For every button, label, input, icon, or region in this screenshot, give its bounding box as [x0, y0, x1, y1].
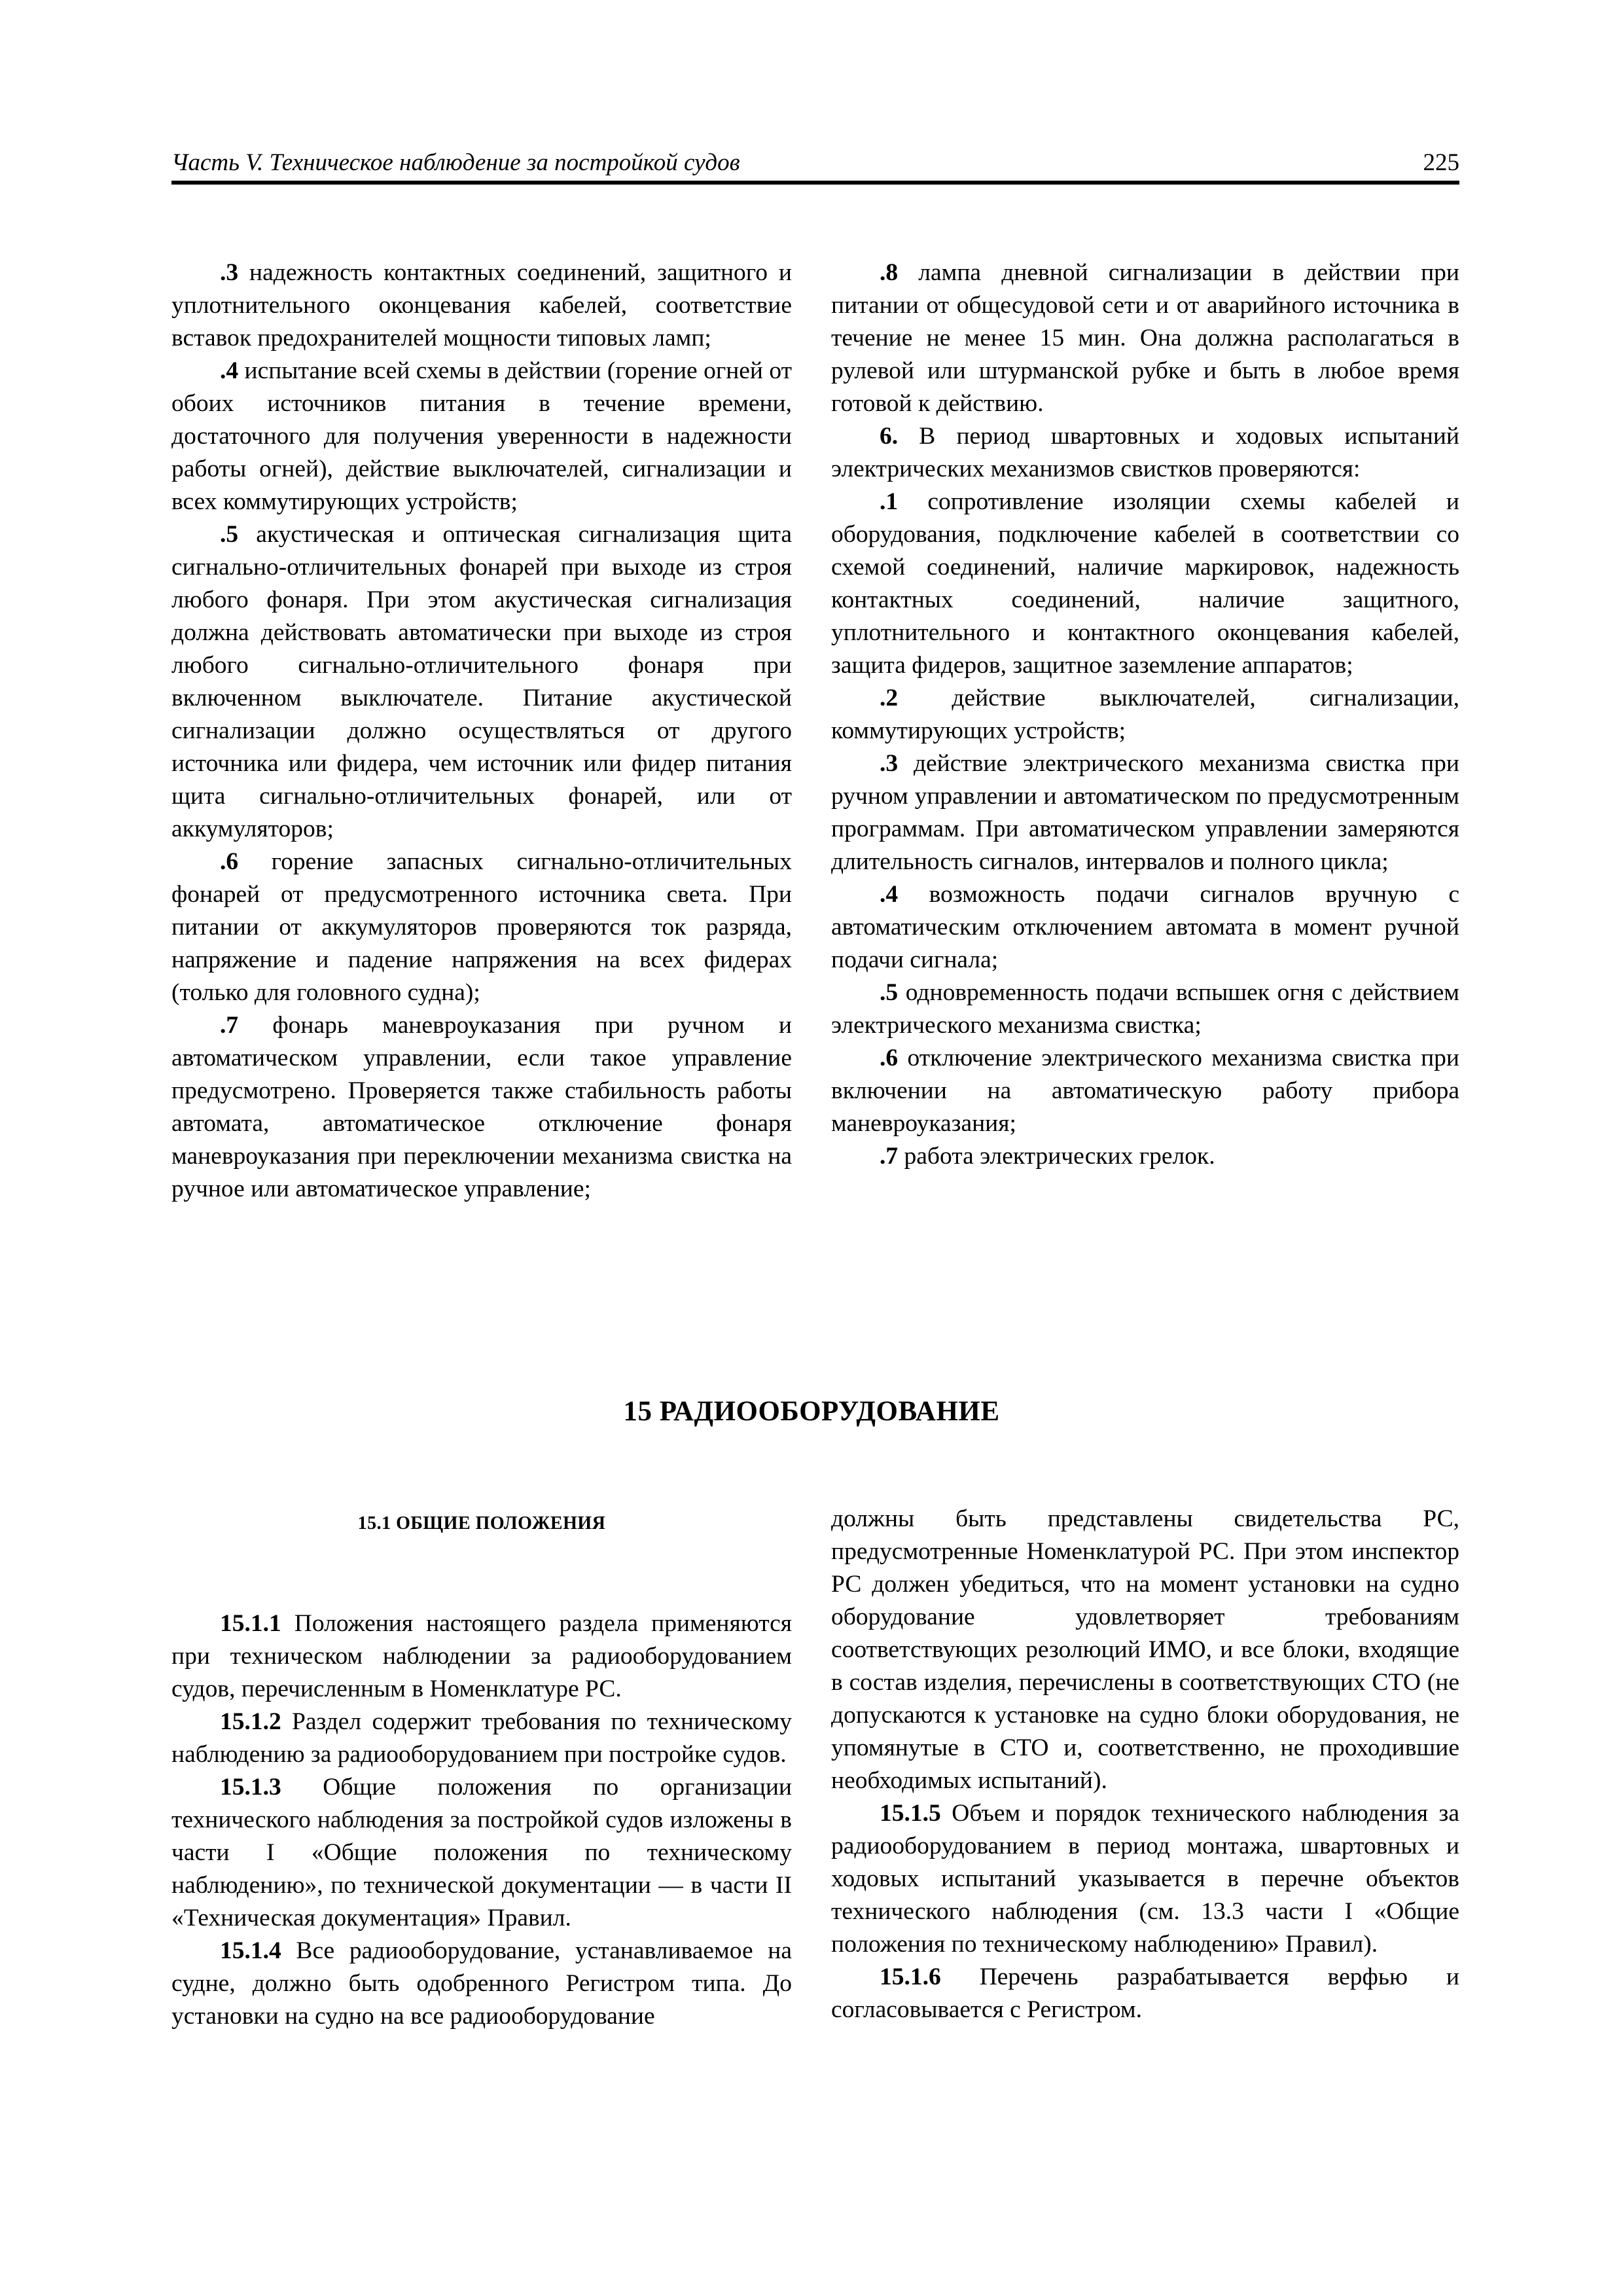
item-text: работа электрических грелок. — [898, 1143, 1215, 1170]
list-item — [831, 1042, 1459, 1140]
item-text: горение запасных сигнально-отличительных фонарей от предусмотренного источника света. При питании от аккумуляторов проверяются ток разряда, напряжение и падение напряжения на всех фидерах (только для головного судна); — [171, 848, 792, 1006]
list-item — [171, 257, 792, 355]
clause-number: 15.1.3 — [220, 1774, 281, 1801]
paragraph — [171, 1706, 792, 1771]
item-number: .6 — [220, 848, 239, 875]
item-number: .4 — [880, 881, 899, 908]
item-text: действие выключателей, сигнализации, коммутирующих устройств; — [831, 685, 1459, 744]
clause-text: Общие положения по организации технического наблюдения за постройкой судов изложены в части I «Общие положения по техническому наблюдению», по технической документации — в части II «Техническая документация» Правил. — [171, 1774, 792, 1931]
item-text: действие электрического механизма свистка при ручном управлении и автоматическом по предусмотренным программам. При автоматическом управлении замеряются длительность сигналов, интервалов и полного цикла; — [831, 750, 1459, 875]
item-number: 6. — [880, 423, 899, 450]
list-item — [831, 486, 1459, 682]
clause-number: 15.1.1 — [220, 1610, 281, 1637]
clause-text: Перечень разрабатывается верфью и согласовывается с Регистром. — [831, 1964, 1459, 2023]
paragraph — [171, 1935, 792, 2033]
paragraph — [171, 1771, 792, 1935]
item-text: отключение электрического механизма свистка при включении на автоматическую работу прибора маневроуказания; — [831, 1045, 1459, 1137]
list-item — [831, 257, 1459, 420]
item-number: .6 — [880, 1045, 899, 1071]
clause-number: 15.1.2 — [220, 1708, 281, 1735]
clause-number: 15.1.5 — [880, 1800, 941, 1827]
clause-text: Объем и порядок технического наблюдения за радиооборудованием в период монтажа, швартовных и ходовых испытаний указывается в перечне объектов технического наблюдения (см. 13.3 части I «Общие положения по техническому наблюдению» Правил). — [831, 1800, 1459, 1958]
clause-number: 15.1.6 — [880, 1964, 941, 1990]
list-item — [171, 1009, 792, 1206]
paragraph — [831, 1797, 1459, 1961]
list-item — [831, 747, 1459, 878]
left-column-bottom — [171, 1607, 792, 2033]
item-number: .7 — [220, 1012, 239, 1039]
item-text: фонарь маневроуказания при ручном и автоматическом управлении, если такое управление предусмотрено. Проверяется также стабильность работы автомата, автоматическое отключение фонаря маневроуказания при переключении механизма свистка на ручное или автоматическое управление; — [171, 1012, 792, 1202]
clause-text: Все радиооборудование, устанавливаемое на судне, должно быть одобренного Регистром типа. До установки на судно на все радиооборудование — [171, 1937, 792, 2030]
item-text: лампа дневной сигнализации в действии при питании от общесудовой сети и от аварийного источника в течение не менее 15 мин. Она должна располагаться в рулевой или штурманской рубке и быть в любое время готовой к действию. — [831, 259, 1459, 417]
item-text: надежность контактных соединений, защитного и уплотнительного оконцевания кабелей, соответствие вставок предохранителей мощности типовых ламп; — [171, 259, 792, 351]
item-number: .3 — [220, 259, 239, 286]
list-item — [831, 682, 1459, 747]
list-item — [831, 977, 1459, 1042]
paragraph-continuation: должны быть представлены свидетельства РС, предусмотренные Номенклатурой РС. При этом инспектор РС должен убедиться, что на момент установки на судно оборудование удовлетворяет требованиям соответствующих резолюций ИМО, и все блоки, входящие в состав изделия, перечислены в соответствующих СТО (не допускаются к установке на судно блоки оборудования, не упомянутые в СТО и, соответственно, не проходившие необходимых испытаний). — [831, 1505, 1459, 1794]
list-item — [171, 518, 792, 846]
item-text: акустическая и оптическая сигнализация щита сигнально-отличительных фонарей при выходе из строя любого фонаря. При этом акустическая сигнализация должна действовать автоматически при выходе из строя любого сигнально-отличительного фонаря при включенном выключателе. Питание акустической сигнализации должно осуществляться от другого источника или фидера, чем источник или фидер питания щита сигнально-отличительных фонарей, или от аккумуляторов; — [171, 521, 792, 842]
subsection-title: 15.1 ОБЩИЕ ПОЛОЖЕНИЯ — [357, 1513, 606, 1534]
item-text: сопротивление изоляции схемы кабелей и оборудования, подключение кабелей в соответствии со схемой соединений, наличие маркировок, надежность контактных соединений, наличие защитного, уплотнительного и контактного оконцевания кабелей, защита фидеров, защитное заземление аппаратов; — [831, 488, 1459, 679]
paragraph — [171, 1607, 792, 1706]
item-number: .5 — [220, 521, 239, 548]
list-item — [171, 355, 792, 518]
page-number: 225 — [1423, 149, 1459, 176]
item-number: .5 — [880, 979, 899, 1006]
item-text: одновременность подачи вспышек огня с действием электрического механизма свистка; — [831, 979, 1459, 1039]
list-item — [171, 846, 792, 1009]
header-title: Часть V. Техническое наблюдение за постройкой судов — [171, 149, 740, 176]
item-number: .3 — [880, 750, 899, 777]
left-column-top — [171, 257, 792, 1206]
list-item — [831, 420, 1459, 486]
right-column-top — [831, 257, 1459, 1173]
right-column-bottom — [831, 1503, 1459, 2026]
item-number: .4 — [220, 357, 239, 384]
list-item — [831, 878, 1459, 977]
item-number: .2 — [880, 685, 899, 711]
section-title: 15 РАДИООБОРУДОВАНИЕ — [623, 1396, 1000, 1427]
item-text: испытание всей схемы в действии (горение огней от обоих источников питания в течение времени, достаточного для получения уверенности в надежности работы огней), действие выключателей, сигнализации и всех коммутирующих устройств; — [171, 357, 792, 515]
clause-text: Раздел содержит требования по техническому наблюдению за радиооборудованием при постройке судов. — [171, 1708, 792, 1768]
item-text: В период швартовных и ходовых испытаний электрических механизмов свистков проверяются: — [831, 423, 1459, 482]
paragraph — [831, 1961, 1459, 2026]
item-number: .8 — [880, 259, 899, 286]
list-item — [831, 1140, 1459, 1173]
clause-number: 15.1.4 — [220, 1937, 281, 1964]
item-text: возможность подачи сигналов вручную с автоматическим отключением автомата в момент ручной подачи сигнала; — [831, 881, 1459, 973]
item-number: .1 — [880, 488, 899, 515]
running-header — [171, 143, 1459, 185]
item-number: .7 — [880, 1143, 899, 1170]
clause-text: Положения настоящего раздела применяются при техническом наблюдении за радиооборудованием судов, перечисленным в Номенклатуре РС. — [171, 1610, 792, 1702]
